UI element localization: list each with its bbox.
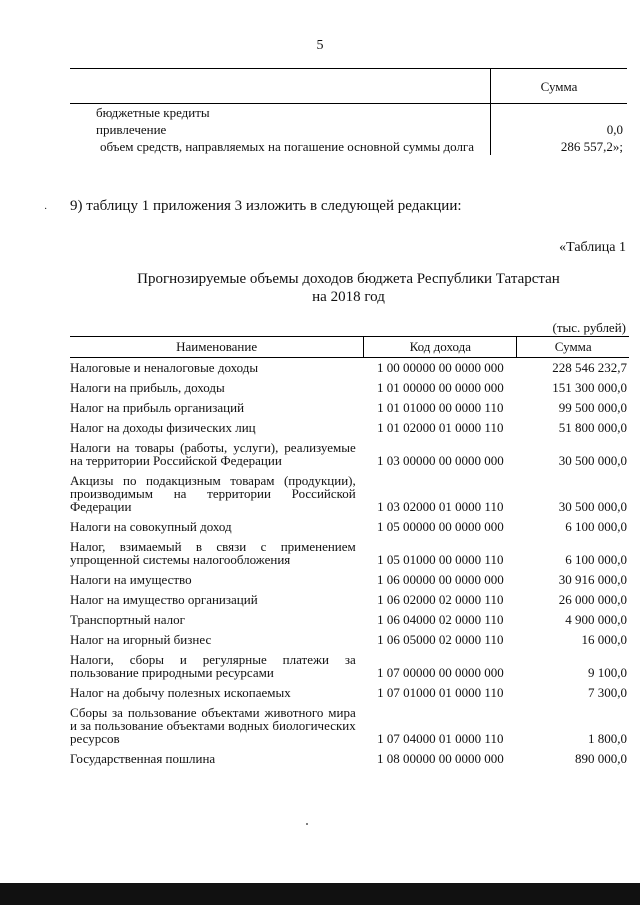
row-code: 1 07 04000 01 0000 110 bbox=[377, 731, 504, 746]
row-amount: 228 546 232,7 bbox=[552, 360, 627, 375]
table-row bbox=[70, 626, 629, 646]
continuation-row-amount bbox=[491, 104, 628, 122]
continuation-row-name: бюджетные кредиты bbox=[70, 104, 491, 122]
row-amount: 30 500 000,0 bbox=[558, 453, 627, 468]
table-row bbox=[70, 394, 629, 414]
row-name: Налог на добычу полезных ископаемых bbox=[70, 685, 291, 700]
row-name: Акцизы по подакцизным товарам (продукции), производимым на территории Российской Федерации bbox=[70, 473, 356, 514]
continuation-row bbox=[70, 121, 627, 138]
continuation-row-amount: 0,0 bbox=[606, 122, 623, 137]
row-amount: 9 100,0 bbox=[588, 665, 627, 680]
row-code: 1 07 01000 01 0000 110 bbox=[377, 685, 504, 700]
row-amount: 51 800 000,0 bbox=[558, 420, 627, 435]
row-name: Налоги на прибыль, доходы bbox=[70, 380, 225, 395]
instruction-text: 9) таблицу 1 приложения 3 изложить в следующей редакции: bbox=[70, 198, 462, 214]
table-row bbox=[70, 699, 629, 745]
row-code: 1 03 02000 01 0000 110 bbox=[377, 499, 504, 514]
continuation-row bbox=[70, 104, 627, 122]
revenue-table-header-row bbox=[70, 337, 629, 358]
table-row bbox=[70, 434, 629, 467]
row-amount: 151 300 000,0 bbox=[552, 380, 627, 395]
row-name: Налоги, сборы и регулярные платежи за пользование природными ресурсами bbox=[70, 652, 356, 680]
row-name: Сборы за пользование объектами животного мира и за пользование объектами водных биологических ресурсов bbox=[70, 705, 356, 746]
row-name: Транспортный налог bbox=[70, 612, 185, 627]
row-code: 1 07 00000 00 0000 000 bbox=[376, 665, 504, 680]
row-amount: 16 000,0 bbox=[581, 632, 627, 647]
row-name: Налог, взимаемый в связи с применением упрощенной системы налогообложения bbox=[70, 539, 356, 567]
row-code: 1 06 05000 02 0000 110 bbox=[377, 632, 504, 647]
continuation-row-name: объем средств, направляемых на погашение основной суммы долга bbox=[70, 138, 491, 155]
revenue-table bbox=[70, 336, 629, 765]
table-row bbox=[70, 586, 629, 606]
row-name: Государственная пошлина bbox=[70, 751, 216, 766]
continuation-row-name: привлечение bbox=[70, 121, 491, 138]
row-name: Налог на имущество организаций bbox=[70, 592, 258, 607]
table-title-line-1: Прогнозируемые объемы доходов бюджета Республики Татарстан bbox=[137, 271, 560, 287]
row-code: 1 06 02000 02 0000 110 bbox=[377, 592, 504, 607]
row-code: 1 06 04000 02 0000 110 bbox=[377, 612, 504, 627]
row-amount: 6 100 000,0 bbox=[565, 519, 627, 534]
row-amount: 26 000 000,0 bbox=[558, 592, 627, 607]
row-code: 1 00 00000 00 0000 000 bbox=[376, 360, 504, 375]
row-name: Налоги на товары (работы, услуги), реализуемые на территории Российской Федерации bbox=[70, 440, 356, 468]
row-name: Налоговые и неналоговые доходы bbox=[70, 360, 259, 375]
continuation-table-header-row bbox=[70, 69, 627, 104]
amendment-instruction bbox=[44, 198, 462, 215]
header-amount: Сумма bbox=[517, 337, 629, 358]
row-amount: 30 916 000,0 bbox=[558, 572, 627, 587]
table-title bbox=[70, 270, 627, 306]
table-row bbox=[70, 606, 629, 626]
row-code: 1 05 00000 00 0000 000 bbox=[376, 519, 504, 534]
row-name: Налог на игорный бизнес bbox=[70, 632, 212, 647]
row-code: 1 05 01000 00 0000 110 bbox=[377, 552, 504, 567]
header-code: Код дохода bbox=[364, 337, 517, 358]
row-amount: 4 900 000,0 bbox=[565, 612, 627, 627]
table-row bbox=[70, 358, 629, 375]
units-note: (тыс. рублей) bbox=[552, 320, 626, 335]
table-row bbox=[70, 414, 629, 434]
scan-speck bbox=[306, 823, 308, 825]
row-amount: 30 500 000,0 bbox=[558, 499, 627, 514]
row-name: Налог на доходы физических лиц bbox=[70, 420, 256, 435]
row-name: Налоги на совокупный доход bbox=[70, 519, 232, 534]
row-name: Налог на прибыль организаций bbox=[70, 400, 245, 415]
continuation-header-sum: Сумма bbox=[491, 69, 628, 104]
table-label: «Таблица 1 bbox=[559, 240, 626, 255]
row-code: 1 01 01000 00 0000 110 bbox=[377, 400, 504, 415]
row-name: Налоги на имущество bbox=[70, 572, 192, 587]
row-amount: 1 800,0 bbox=[588, 731, 627, 746]
continuation-header-name-cell bbox=[70, 69, 491, 104]
table-row bbox=[70, 679, 629, 699]
row-code: 1 06 00000 00 0000 000 bbox=[376, 572, 504, 587]
table-row bbox=[70, 566, 629, 586]
scan-border bbox=[0, 883, 640, 905]
row-code: 1 01 02000 01 0000 110 bbox=[377, 420, 504, 435]
bullet-mark: · bbox=[44, 204, 48, 215]
row-code: 1 03 00000 00 0000 000 bbox=[376, 453, 504, 468]
table-row bbox=[70, 646, 629, 679]
continuation-row-amount: 286 557,2»; bbox=[560, 139, 623, 154]
table-row bbox=[70, 533, 629, 566]
continuation-row bbox=[70, 138, 627, 155]
row-code: 1 01 00000 00 0000 000 bbox=[376, 380, 504, 395]
row-amount: 99 500 000,0 bbox=[558, 400, 627, 415]
table-row bbox=[70, 374, 629, 394]
header-name: Наименование bbox=[70, 337, 364, 358]
page-number: 5 bbox=[316, 38, 324, 53]
table-title-line-2: на 2018 год bbox=[312, 289, 385, 305]
table-row bbox=[70, 513, 629, 533]
row-amount: 7 300,0 bbox=[588, 685, 627, 700]
revenue-table-body bbox=[70, 358, 629, 766]
table-row bbox=[70, 467, 629, 513]
table-row bbox=[70, 745, 629, 765]
row-amount: 6 100 000,0 bbox=[565, 552, 627, 567]
continuation-table bbox=[70, 68, 627, 155]
row-amount: 890 000,0 bbox=[575, 751, 627, 766]
row-code: 1 08 00000 00 0000 000 bbox=[376, 751, 504, 766]
